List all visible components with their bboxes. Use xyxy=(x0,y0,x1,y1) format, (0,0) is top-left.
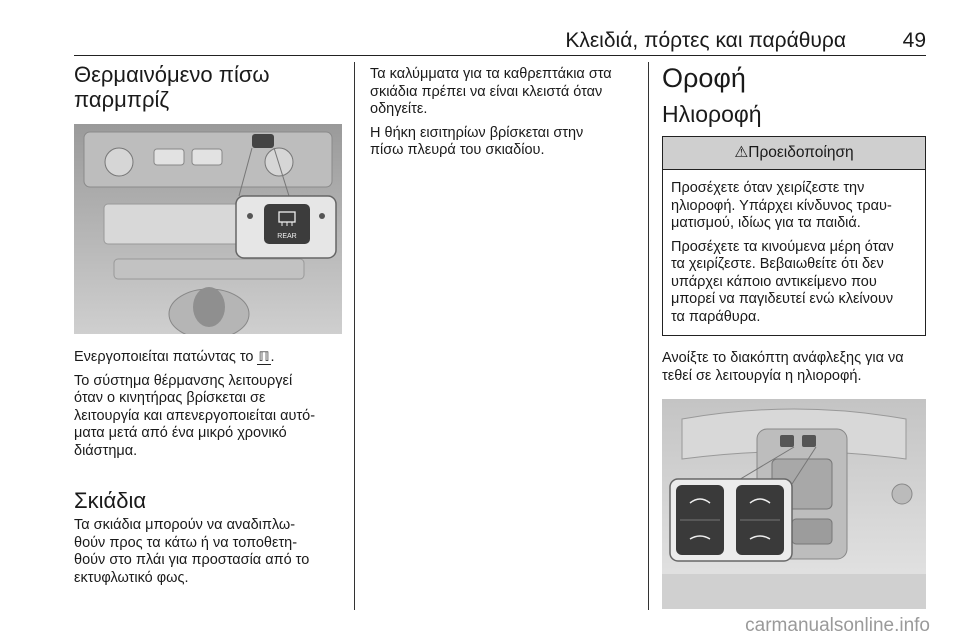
warning-header xyxy=(663,137,925,170)
console-illustration xyxy=(74,124,342,334)
overhead-console-illustration xyxy=(662,399,926,609)
page-number: 49 xyxy=(902,29,926,52)
warning-box xyxy=(662,136,926,336)
rear-defrost-button-photo xyxy=(74,124,342,334)
warning-paragraph-1: Προσέχετε όταν χειρίζεστε την ηλιοροφή. Υπάρχει κίνδυνος τραυ- ματισμού, ιδίως για τα παιδιά. xyxy=(671,180,892,231)
sunroof-switch-photo xyxy=(662,399,926,609)
ticket-holder-paragraph: Η θήκη εισιτηρίων βρίσκεται στην πίσω πλευρά του σκιαδίου. xyxy=(370,124,584,158)
warning-paragraph-2: Προσέχετε τα κινούμενα μέρη όταν τα χειρίζεστε. Βεβαιωθείτε ότι δεν υπάρχει κάποιο αντικείμενο που μπορεί να παγιδευτεί ενώ κλείνουν τα παράθυρα. xyxy=(671,238,894,325)
page-header xyxy=(74,25,926,56)
warning-icon: ⚠ xyxy=(734,144,749,161)
warning-body xyxy=(663,170,925,335)
activation-paragraph: Ενεργοποιείται πατώντας το ℿ. xyxy=(74,349,275,365)
rear-defrost-icon: ℿ xyxy=(258,349,270,364)
rear-button-label: REAR xyxy=(277,233,297,240)
ignition-paragraph: Ανοίξτε το διακόπτη ανάφλεξης για να τεθεί σε λειτουργία η ηλιοροφή. xyxy=(662,350,904,384)
heating-info-paragraph: Το σύστημα θέρμανσης λειτουργεί όταν ο κινητήρας βρίσκεται σε λειτουργία και απενεργοποιείται αυτό- ματα μετά από ένα μικρό χρονικό διάστημα. xyxy=(74,372,316,459)
column-2 xyxy=(370,62,634,160)
mirror-covers-paragraph: Τα καλύμματα για τα καθρεπτάκια στα σκιάδια πρέπει να είναι κλειστά όταν οδηγείτε. xyxy=(370,66,612,117)
running-title: Κλειδιά, πόρτες και παράθυρα xyxy=(565,29,846,52)
column-divider-2 xyxy=(648,62,649,610)
column-1 xyxy=(74,62,342,587)
chapter-title-roof: Οροφή xyxy=(662,63,746,93)
column-divider-1 xyxy=(354,62,355,610)
section-title-sun-visors: Σκιάδια xyxy=(74,488,147,513)
sun-visors-paragraph: Τα σκιάδια μπορούν να αναδιπλω- θούν προς τα κάτω ή να τοποθετη- θούν στο πλάι για προστασία από το εκτυφλωτικό φως. xyxy=(74,517,310,586)
column-3 xyxy=(662,62,926,609)
warning-title: Προειδοποίηση xyxy=(748,144,854,161)
section-title-heated-rear-window: Θερμαινόμενο πίσω παρμπρίζ xyxy=(74,62,270,112)
section-title-sunroof: Ηλιοροφή xyxy=(662,101,762,127)
watermark: carmanualsonline.info xyxy=(745,615,930,636)
